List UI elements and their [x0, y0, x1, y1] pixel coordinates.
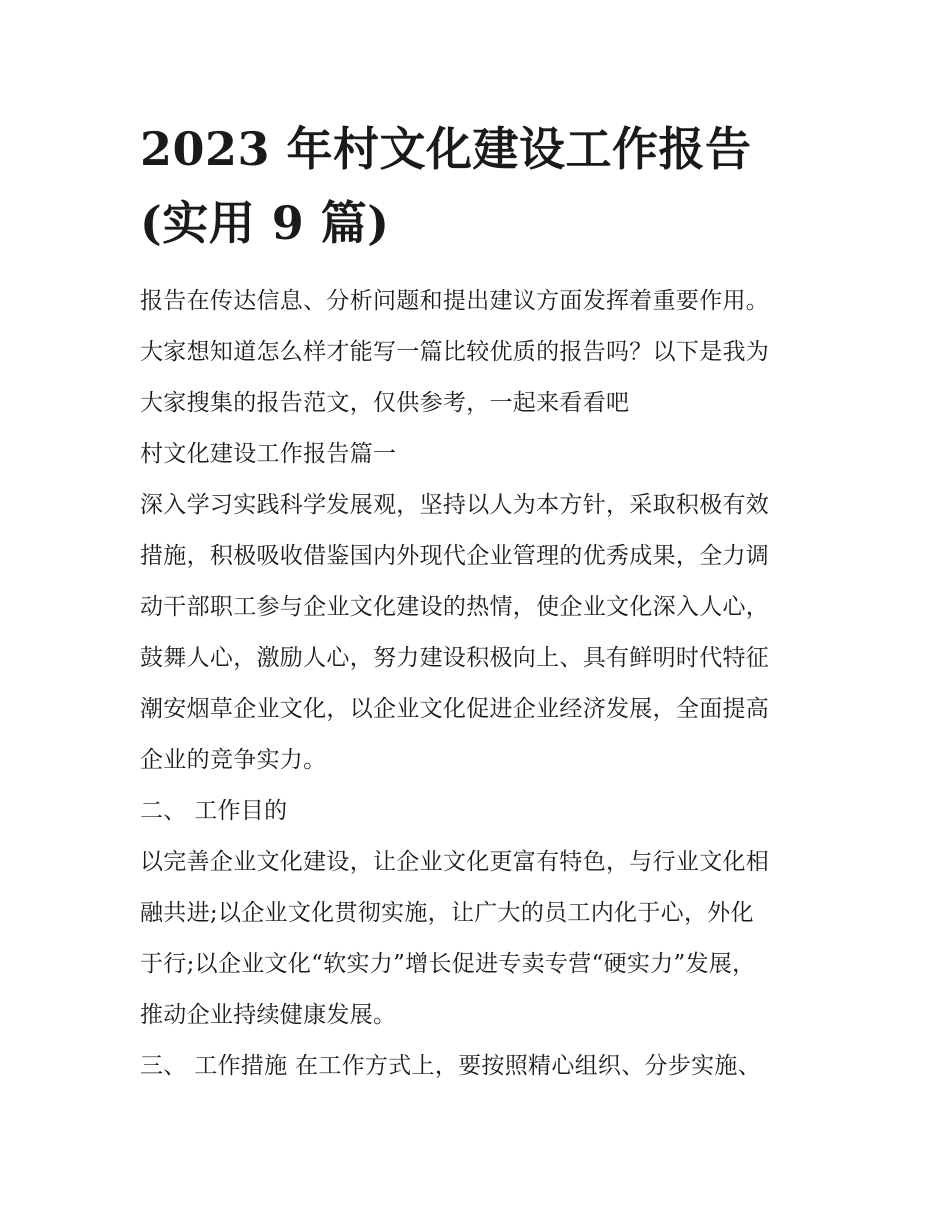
body-line: 鼓舞人心，激励人心，努力建设积极向上、具有鲜明时代特征	[140, 645, 770, 671]
body-line: 深入学习实践科学发展观，坚持以人为本方针，采取积极有效	[140, 492, 770, 518]
body-line: 融共进;以企业文化贯彻实施，让广大的员工内化于心，外化	[140, 900, 754, 926]
document-title	[140, 112, 840, 260]
body-line: 以完善企业文化建设，让企业文化更富有特色，与行业文化相	[140, 849, 770, 875]
body-line: 推动企业持续健康发展。	[140, 1002, 397, 1028]
title-line-2: (实用 9 篇)	[140, 196, 390, 250]
body-line: 措施，积极吸收借鉴国内外现代企业管理的优秀成果，全力调	[140, 543, 770, 569]
title-line-1: 2023 年村文化建设工作报告	[140, 122, 752, 176]
document-body	[140, 276, 830, 1092]
body-line: 大家想知道怎么样才能写一篇比较优质的报告吗？以下是我为	[140, 339, 770, 365]
body-line: 潮安烟草企业文化，以企业文化促进企业经济发展，全面提高	[140, 696, 770, 722]
body-line: 于行;以企业文化“软实力”增长促进专卖专营“硬实力”发展，	[140, 951, 756, 977]
body-line: 动干部职工参与企业文化建设的热情，使企业文化深入人心，	[140, 594, 770, 620]
body-line: 三、 工作措施 在工作方式上，要按照精心组织、分步实施、	[140, 1053, 762, 1079]
section-heading: 村文化建设工作报告篇一	[140, 441, 397, 467]
body-line: 大家搜集的报告范文，仅供参考，一起来看看吧	[140, 390, 630, 416]
body-line: 报告在传达信息、分析问题和提出建议方面发挥着重要作用。	[140, 288, 770, 314]
section-heading: 二、 工作目的	[140, 798, 288, 824]
body-line: 企业的竞争实力。	[140, 747, 327, 773]
